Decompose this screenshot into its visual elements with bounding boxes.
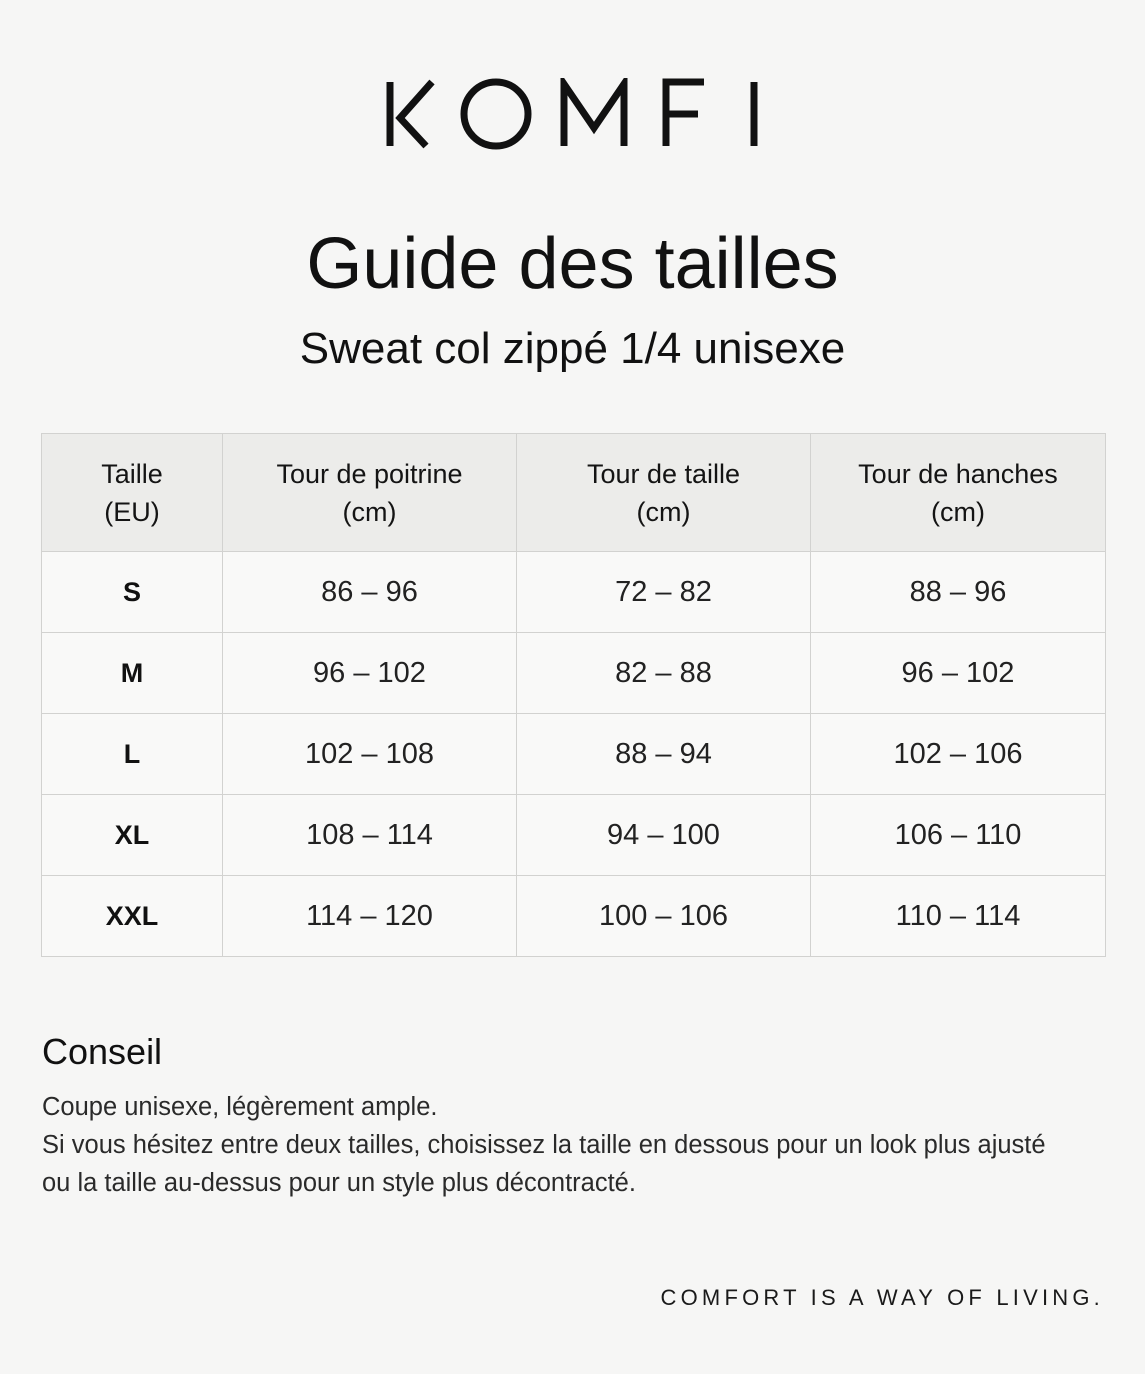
size-cell: XXL — [42, 876, 223, 957]
hips-cell: 96 – 102 — [811, 633, 1106, 714]
size-cell: M — [42, 633, 223, 714]
waist-cell: 88 – 94 — [517, 714, 811, 795]
advice-title: Conseil — [42, 1031, 163, 1072]
advice-line: Coupe unisexe, légèrement ample. — [42, 1093, 438, 1121]
chest-cell: 96 – 102 — [223, 633, 517, 714]
advice-text — [42, 1088, 1112, 1202]
hips-cell: 88 – 96 — [811, 552, 1106, 633]
size-cell: S — [42, 552, 223, 633]
header-chest: Tour de poitrine (cm) — [223, 434, 517, 552]
komfi-logo-mark — [386, 78, 760, 150]
table-header-row — [42, 434, 1106, 552]
chest-cell: 102 – 108 — [223, 714, 517, 795]
size-cell: XL — [42, 795, 223, 876]
table-row — [42, 795, 1106, 876]
hips-cell: 106 – 110 — [811, 795, 1106, 876]
advice-line: Si vous hésitez entre deux tailles, choisissez la taille en dessous pour un look plus ajusté — [42, 1131, 1046, 1159]
header-hips: Tour de hanches (cm) — [811, 434, 1106, 552]
size-cell: L — [42, 714, 223, 795]
chest-cell: 86 – 96 — [223, 552, 517, 633]
waist-cell: 94 – 100 — [517, 795, 811, 876]
size-chart-table — [41, 433, 1106, 957]
brand-tagline: COMFORT IS A WAY OF LIVING. — [660, 1285, 1104, 1310]
waist-cell: 82 – 88 — [517, 633, 811, 714]
chest-cell: 114 – 120 — [223, 876, 517, 957]
table-row — [42, 552, 1106, 633]
table-row — [42, 633, 1106, 714]
page-title: Guide des tailles — [306, 224, 839, 304]
header-size: Taille (EU) — [42, 434, 223, 552]
brand-logo — [0, 78, 1145, 155]
hips-cell: 110 – 114 — [811, 876, 1106, 957]
page-subtitle: Sweat col zippé 1/4 unisexe — [299, 324, 846, 373]
advice-line: ou la taille au-dessus pour un style plus décontracté. — [42, 1169, 636, 1197]
header-waist: Tour de taille (cm) — [517, 434, 811, 552]
waist-cell: 72 – 82 — [517, 552, 811, 633]
table-row — [42, 876, 1106, 957]
table-row — [42, 714, 1106, 795]
waist-cell: 100 – 106 — [517, 876, 811, 957]
hips-cell: 102 – 106 — [811, 714, 1106, 795]
chest-cell: 108 – 114 — [223, 795, 517, 876]
